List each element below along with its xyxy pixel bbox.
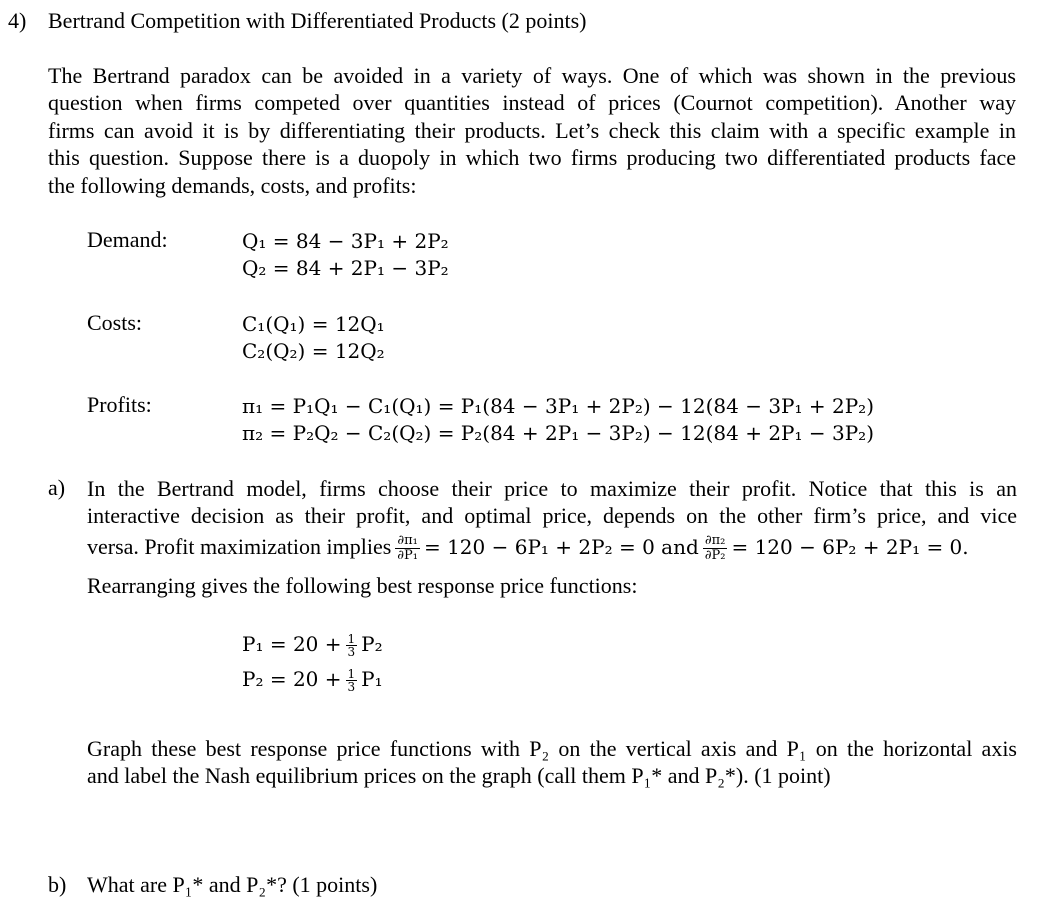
best-response-1-lhs: P₁ = 20 + bbox=[242, 632, 342, 656]
best-response-2 bbox=[242, 661, 383, 700]
part-a-line3 bbox=[87, 527, 969, 570]
partial-denominator: ∂P₁ bbox=[397, 547, 418, 563]
partial-derivative-2 bbox=[703, 534, 728, 563]
fraction-numerator: 1 bbox=[347, 666, 356, 681]
intro-line: The Bertrand paradox can be avoided in a variety of ways. One of which was shown in the previous bbox=[48, 63, 1016, 88]
costs-label: Costs: bbox=[87, 310, 143, 335]
graph-instructions-line: Graph these best response price functions with P₂ on the vertical axis and P₁ on the horizontal axis bbox=[87, 736, 1017, 761]
foc-equation-2: = 120 − 6P₂ + 2P₁ = 0. bbox=[731, 535, 969, 559]
profit-equation-1: π₁ = P₁Q₁ − C₁(Q₁) = P₁(84 − 3P₁ + 2P₂) − 12(84 − 3P₁ + 2P₂) bbox=[242, 394, 875, 418]
best-response-1-rhs: P₂ bbox=[361, 632, 383, 656]
best-response-1 bbox=[242, 626, 383, 665]
partial-derivative-1 bbox=[395, 534, 420, 563]
partial-numerator: ∂π₁ bbox=[395, 534, 420, 549]
profit-equation-2: π₂ = P₂Q₂ − C₂(Q₂) = P₂(84 + 2P₁ − 3P₂) − 12(84 + 2P₁ − 3P₂) bbox=[242, 421, 875, 445]
part-a-line3-start: versa. Profit maximization implies bbox=[87, 534, 392, 559]
fraction-numerator: 1 bbox=[347, 631, 356, 646]
question-title: Bertrand Competition with Differentiated Products (2 points) bbox=[48, 8, 587, 33]
part-b-question: What are P₁* and P₂*? (1 points) bbox=[87, 872, 378, 897]
part-a-line: interactive decision as their profit, and optimal price, depends on the other firm’s price, and vice bbox=[87, 503, 1017, 529]
intro-line: firms can avoid it is by differentiating their products. Let’s check this claim with a specific example in bbox=[48, 117, 1016, 143]
demand-label: Demand: bbox=[87, 227, 168, 252]
intro-paragraph bbox=[48, 62, 1016, 199]
cost-equation-1: C₁(Q₁) = 12Q₁ bbox=[242, 312, 385, 336]
foc-equation-1: = 120 − 6P₁ + 2P₂ = 0 and bbox=[423, 535, 699, 559]
part-a-text bbox=[87, 475, 1017, 530]
partial-numerator: ∂π₂ bbox=[703, 534, 728, 549]
part-a-label: a) bbox=[48, 475, 66, 500]
part-b-label: b) bbox=[48, 872, 67, 897]
fraction-denominator: 3 bbox=[347, 644, 356, 659]
intro-line: question when firms competed over quantities instead of prices (Cournot competition). Another way bbox=[48, 90, 1016, 116]
part-a-line: In the Bertrand model, firms choose their price to maximize their profit. Notice that this is an bbox=[87, 476, 1017, 501]
intro-line: this question. Suppose there is a duopoly in which two firms producing two differentiated products face bbox=[48, 145, 1016, 171]
graph-instructions-line: and label the Nash equilibrium prices on the graph (call them P₁* and P₂*). (1 point) bbox=[87, 763, 831, 789]
one-third-fraction bbox=[346, 633, 358, 658]
profits-label: Profits: bbox=[87, 392, 152, 417]
graph-instructions bbox=[87, 735, 1017, 790]
cost-equation-2: C₂(Q₂) = 12Q₂ bbox=[242, 339, 385, 363]
demand-equation-2: Q₂ = 84 + 2P₁ − 3P₂ bbox=[242, 256, 449, 280]
one-third-fraction bbox=[346, 668, 358, 693]
best-response-2-lhs: P₂ = 20 + bbox=[242, 667, 342, 691]
demand-equation-1: Q₁ = 84 − 3P₁ + 2P₂ bbox=[242, 229, 449, 253]
part-a-line4: Rearranging gives the following best response price functions: bbox=[87, 573, 638, 598]
intro-line: the following demands, costs, and profits: bbox=[48, 172, 417, 198]
best-response-2-rhs: P₁ bbox=[361, 667, 383, 691]
question-number: 4) bbox=[8, 8, 27, 33]
partial-denominator: ∂P₂ bbox=[704, 547, 726, 563]
fraction-denominator: 3 bbox=[347, 679, 356, 694]
